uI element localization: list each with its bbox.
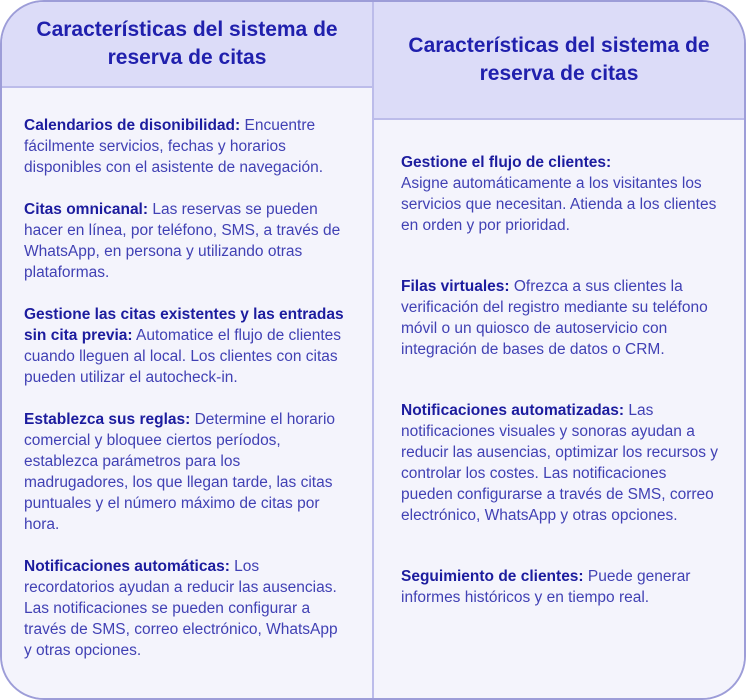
feature-lead: Seguimiento de clientes: — [401, 568, 584, 585]
feature-lead: Establezca sus reglas: — [24, 411, 191, 428]
feature-paragraph — [24, 409, 348, 535]
feature-text: Ofrezca a sus clientes la verificación del registro mediante su teléfono móvil o un quiosco de autoservicio con integración de bases de datos o CRM. — [401, 278, 708, 358]
feature-text: Las notificaciones visuales y sonoras ayudan a reducir las ausencias, optimizar los recursos y controlar los costes. Las notificaciones pueden configurarse a través de SMS, correo electrónico, WhatsApp y otras opciones. — [401, 402, 719, 524]
column-right-header — [374, 2, 744, 120]
feature-lead: Gestione las citas existentes y las entradas sin cita previa: — [24, 306, 344, 344]
feature-paragraph — [24, 556, 348, 661]
feature-lead: Filas virtuales: — [401, 278, 510, 295]
column-right-body — [374, 120, 744, 698]
feature-text: Encuentre fácilmente servicios, fechas y horarios disponibles con el asistente de navegación. — [24, 117, 324, 176]
feature-text: Determine el horario comercial y bloquee ciertos períodos, establezca parámetros para los madrugadores, los que llegan tarde, las citas puntuales y el número máximo de citas por hora. — [24, 411, 336, 533]
column-left-body — [2, 88, 372, 698]
feature-paragraph — [401, 400, 722, 526]
feature-paragraph — [401, 566, 722, 608]
feature-paragraph — [24, 304, 348, 388]
feature-text: Automatice el flujo de clientes cuando lleguen al local. Los clientes con citas pueden utilizar el autocheck-in. — [24, 327, 342, 386]
feature-paragraph — [24, 199, 348, 283]
feature-paragraph — [24, 115, 348, 178]
feature-text: Asigne automáticamente a los visitantes los servicios que necesitan. Atienda a los clientes en orden y por prioridad. — [401, 175, 717, 234]
feature-paragraph — [401, 276, 722, 360]
column-right-title: Características del sistema de reserva de citas — [408, 33, 710, 85]
column-left-header — [2, 2, 372, 88]
column-right — [372, 2, 744, 698]
column-left — [2, 2, 372, 698]
feature-lead: Gestione el flujo de clientes: — [401, 154, 612, 171]
feature-text: Las reservas se pueden hacer en línea, por teléfono, SMS, a través de WhatsApp, en persona y utilizando otras plataformas. — [24, 201, 341, 281]
column-left-title: Características del sistema de reserva de citas — [36, 17, 338, 69]
feature-text: Los recordatorios ayudan a reducir las ausencias. Las notificaciones se pueden configurar a través de SMS, correo electrónico, WhatsApp y otras opciones. — [24, 558, 338, 659]
feature-lead: Calendarios de disonibilidad: — [24, 117, 241, 134]
feature-lead: Notificaciones automatizadas: — [401, 402, 625, 419]
feature-lead: Notificaciones automáticas: — [24, 558, 230, 575]
feature-text: Puede generar informes históricos y en tiempo real. — [401, 568, 691, 606]
feature-lead: Citas omnicanal: — [24, 201, 149, 218]
feature-paragraph — [401, 152, 722, 236]
